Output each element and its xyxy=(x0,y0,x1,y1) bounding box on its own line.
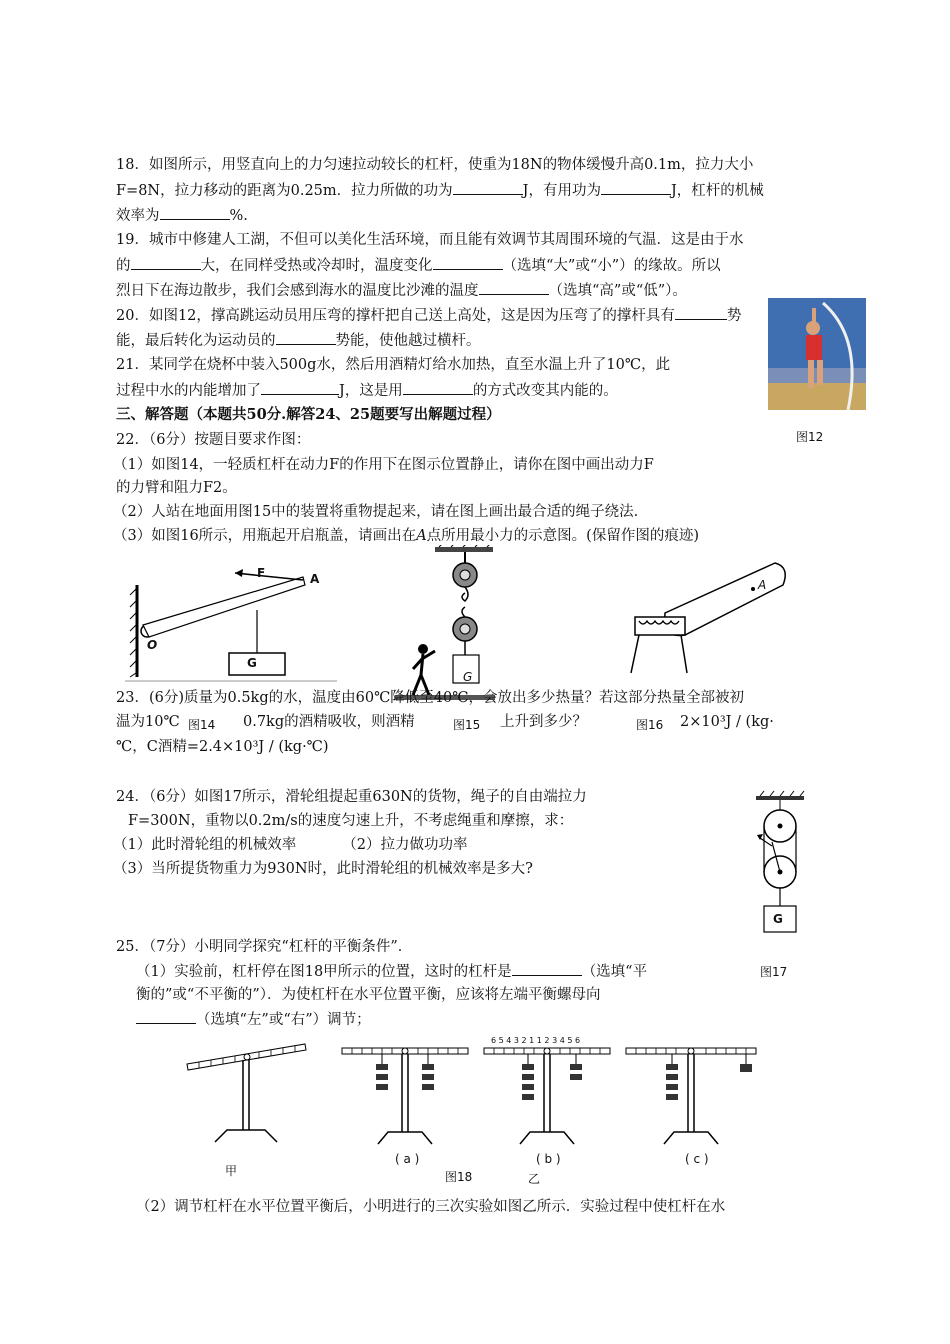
q23-line2a: 温为10℃ xyxy=(116,714,180,730)
fig15-caption: 图15 xyxy=(453,718,481,732)
q25-blank-1[interactable] xyxy=(512,961,582,976)
q25-p2: 衡的”或“不平衡的”）．为使杠杆在水平位置平衡，应该将左端平衡螺母向 xyxy=(136,987,601,1003)
fig18-c-lever xyxy=(622,1040,762,1154)
fig18-caption: 图18 xyxy=(445,1170,473,1184)
fig18-jia-lever xyxy=(185,1030,310,1154)
fig14-label-O: O xyxy=(147,638,158,652)
fig18-b-lever xyxy=(480,1040,615,1154)
fig14-label-G: G xyxy=(247,656,257,670)
fig18-b-scale: 6 5 4 3 2 1 1 2 3 4 5 6 xyxy=(491,1036,581,1045)
q21-line1: 21．某同学在烧杯中装入500g水，然后用酒精灯给水加热，直至水温上升了10℃，此 xyxy=(116,357,671,373)
fig12-caption: 图12 xyxy=(796,430,824,444)
q18-line2: F=8N，拉力移动的距离为0.25m．拉力所做的功为 J，有用功为 J，杠杆的机械 xyxy=(116,180,764,201)
q20-line1: 20．如图12，撑高跳运动员用压弯的撑杆把自己送上高处，这是因为压弯了的撑杆具有 势 xyxy=(116,305,741,326)
fig16-bottle-opener xyxy=(625,555,790,689)
fig18-label-jia: 甲 xyxy=(225,1164,238,1178)
q22-head: 22．（6分）按题目要求作图： xyxy=(116,432,311,448)
fig15-pulley-system xyxy=(395,545,505,709)
q23-line2d: 2×10³J / (kg· xyxy=(680,714,774,730)
q23-line1: 23．(6分)质量为0.5kg的水，温度由60℃降低至40℃，会放出多少热量？若这部分热量全部被初 xyxy=(116,690,744,706)
q19-blank-3[interactable] xyxy=(479,280,549,295)
fig16-label-A: A xyxy=(758,578,767,592)
q19-blank-2[interactable] xyxy=(433,255,503,270)
fig18-label-c: ( c ) xyxy=(685,1152,709,1166)
fig16-caption: 图16 xyxy=(636,718,664,732)
q21-blank-1[interactable] xyxy=(261,380,339,395)
q19-line3: 烈日下在海边散步，我们会感到海水的温度比沙滩的温度 （选填“高”或“低”）。 xyxy=(116,280,687,301)
q25-p4: （2）调节杠杆在水平位置平衡后，小明进行的三次实验如图乙所示．实验过程中使杠杆在水 xyxy=(136,1199,726,1215)
q23-line2b: 0.7kg的酒精吸收，则酒精 xyxy=(243,714,415,730)
q24-line1: 24．（6分）如图17所示，滑轮组提起重630N的货物，绳子的自由端拉力 xyxy=(116,789,587,805)
q18-blank-work[interactable] xyxy=(453,180,523,195)
q25-p3: （选填“左”或“右”）调节； xyxy=(136,1009,371,1030)
q20-blank-2[interactable] xyxy=(276,330,336,345)
fig18-a-lever xyxy=(338,1040,473,1154)
fig18-label-b: ( b ) xyxy=(536,1152,561,1166)
fig14-caption: 图14 xyxy=(188,718,216,732)
q20-blank-1[interactable] xyxy=(675,305,727,320)
q23-line2c: 上升到多少？ xyxy=(500,714,587,730)
q25-blank-2[interactable] xyxy=(136,1009,196,1024)
q25-p1: （1）实验前，杠杆停在图18甲所示的位置，这时的杠杆是 （选填“平 xyxy=(136,961,647,982)
q25-head: 25．（7分）小明同学探究“杠杆的平衡条件”． xyxy=(116,939,413,955)
fig14-lever xyxy=(125,555,340,687)
fig17-label-G: G xyxy=(773,912,783,926)
q19-line2: 的 大，在同样受热或冷却时，温度变化 （选填“大”或“小”）的缘故。所以 xyxy=(116,255,721,276)
q18-line1: 18．如图所示，用竖直向上的力匀速拉动较长的杠杆，使重为18N的物体缓慢升高0.1m，拉力大小 xyxy=(116,157,754,173)
fig18-label-yi: 乙 xyxy=(528,1172,541,1186)
q22-p1: （1）如图14，一轻质杠杆在动力F的作用下在图示位置静止，请你在图中画出动力F xyxy=(113,457,654,473)
fig15-label-G: G xyxy=(463,670,473,684)
q21-line2: 过程中水的内能增加了 J，这是用 的方式改变其内能的。 xyxy=(116,380,618,401)
q19-line1: 19．城市中修建人工湖，不但可以美化生活环境，而且能有效调节其周围环境的气温．这是由于水 xyxy=(116,232,744,248)
fig17-caption: 图17 xyxy=(760,965,788,979)
q20-line2: 能，最后转化为运动员的 势能，使他越过横杆。 xyxy=(116,330,481,351)
fig14-label-A: A xyxy=(310,572,320,586)
q22-p3: （3）如图16所示，用瓶起开启瓶盖，请画出在A点所用最小力的示意图。(保留作图的痕迹) xyxy=(113,528,699,544)
q19-blank-1[interactable] xyxy=(131,255,201,270)
q21-blank-2[interactable] xyxy=(403,380,473,395)
q22-p2: （2）人站在地面用图15中的装置将重物提起来，请在图上画出最合适的绳子绕法. xyxy=(113,504,639,520)
q24-line4: （3）当所提货物重力为930N时，此时滑轮组的机械效率是多大? xyxy=(113,861,533,877)
fig18-label-a: ( a ) xyxy=(395,1152,420,1166)
q22-p1b: 的力臂和阻力F2。 xyxy=(116,480,237,496)
pole-vault-photo xyxy=(768,298,866,410)
q23-line3: ℃，C酒精=2.4×10³J / (kg·℃) xyxy=(116,739,329,755)
q24-line2: F=300N，重物以0.2m/s的速度匀速上升，不考虑绳重和摩擦，求： xyxy=(128,813,574,829)
q24-line3: （1）此时滑轮组的机械效率 （2）拉力做功功率 xyxy=(113,837,468,853)
fig14-label-F: F xyxy=(257,566,266,580)
q18-blank-eff[interactable] xyxy=(160,205,230,220)
q18-blank-useful[interactable] xyxy=(601,180,671,195)
q18-line3: 效率为 %. xyxy=(116,205,248,226)
section3-title: 三、解答题（本题共50分.解答24、25题要写出解题过程） xyxy=(116,406,501,423)
